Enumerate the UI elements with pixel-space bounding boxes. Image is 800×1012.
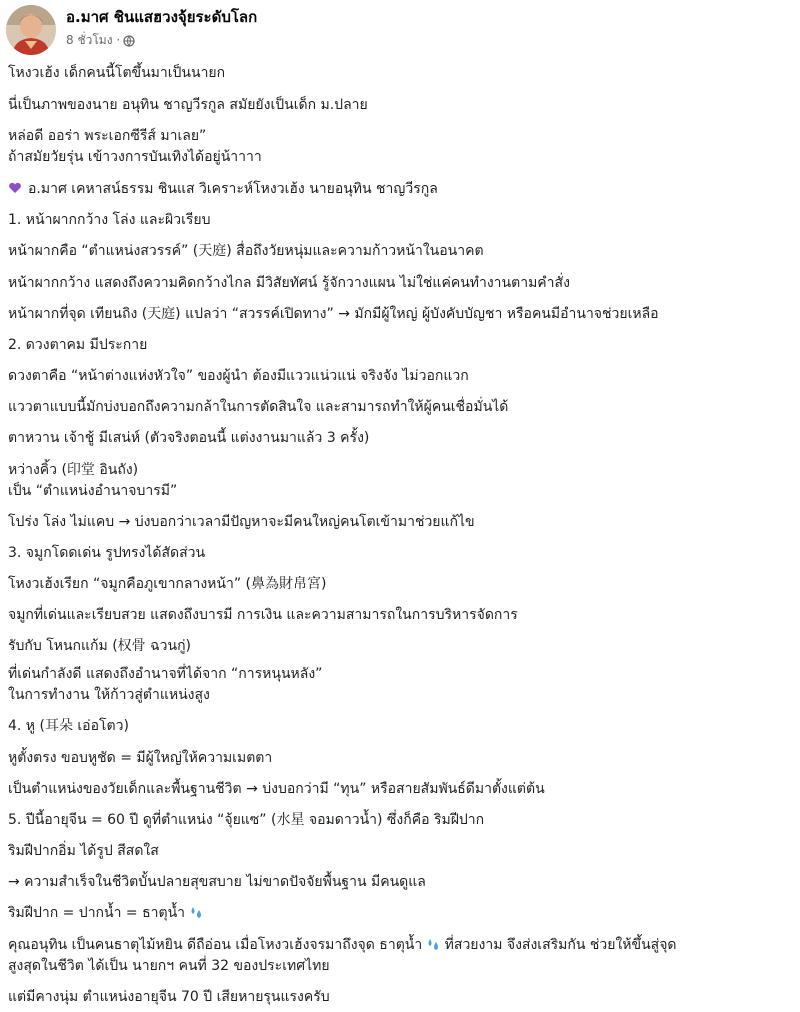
post-line: จมูกที่เด่นและเรียบสวย แสดงถึงบารมี การเงิน และความสามารถในการบริหารจัดการ xyxy=(8,607,518,623)
post-line: โหงวเฮ้ง เด็กคนนี้โตขึ้นมาเป็นนายก xyxy=(8,65,226,81)
post-line: รับกับ โหนกแก้ม (权骨 ฉวนกู่) xyxy=(8,638,192,654)
post-line: ดวงตาคือ “หน้าต่างแห่งหัวใจ” ของผู้นำ ต้องมีแววแน่วแน่ จริงจัง ไม่วอกแวก xyxy=(8,368,469,384)
post-line-with-heart xyxy=(8,180,438,198)
avatar-photo xyxy=(6,5,56,55)
post-line: เป็นตำแหน่งของวัยเด็กและพื้นฐานชีวิต → บ่งบอกว่ามี “ทุน” หรือสายสัมพันธ์ดีมาตั้งแต่ต้น xyxy=(8,781,545,797)
post-line: หว่างคิ้ว (印堂 อินถัง) xyxy=(8,462,139,478)
post-header xyxy=(0,0,800,60)
post-line: นี่เป็นภาพของนาย อนุทิน ชาญวีรกูล สมัยยังเป็นเด็ก ม.ปลาย xyxy=(8,97,368,113)
post-line: → ความสำเร็จในชีวิตบั้นปลายสุขสบาย ไม่ขาดปัจจัยพื้นฐาน มีคนดูแล xyxy=(8,874,426,890)
water-drops-icon xyxy=(426,937,440,951)
globe-icon[interactable] xyxy=(123,35,135,47)
post-line: โหงวเฮ้งเรียก “จมูกคือภูเขากลางหน้า” (鼻為財帛宮) xyxy=(8,576,327,592)
post-line-with-drops xyxy=(8,904,203,922)
post-line: ในการทำงาน ให้ก้าวสู่ตำแหน่งสูง xyxy=(8,687,210,703)
post-meta xyxy=(66,31,135,50)
post-line: 2. ดวงตาคม มีประกาย xyxy=(8,337,148,353)
post-timestamp[interactable]: 8 ชั่วโมง · xyxy=(66,33,121,47)
post-line: ตาหวาน เจ้าชู้ มีเสน่ห์ (ตัวจริงตอนนี้ แต่งงานมาแล้ว 3 ครั้ง) xyxy=(8,430,370,446)
post-line: หน้าผากคือ “ตำแหน่งสวรรค์” (天庭) สื่อถึงวัยหนุ่มและความก้าวหน้าในอนาคต xyxy=(8,243,484,259)
post-line: ถ้าสมัยวัยรุ่น เข้าวงการบันเทิงได้อยู่น้าาาา xyxy=(8,149,262,165)
author-name[interactable]: อ.มาศ ชินแสฮวงจุ้ยระดับโลก xyxy=(66,8,258,26)
post-line: หูตั้งตรง ขอบหูชัด = มีผู้ใหญ่ให้ความเมตตา xyxy=(8,750,273,766)
heading-text: อ.มาศ เคหาสน์ธรรม ชินแส วิเคราะห์โหงวเฮ้ง นายอนุทิน ชาญวีรกูล xyxy=(28,181,438,197)
post-line: หน้าผากที่จุด เทียนถิง (天庭) แปลว่า “สวรรค์เปิดทาง” → มักมีผู้ใหญ่ ผู้บังคับบัญชา หรือคนมีอำนาจช่วยเหลือ xyxy=(8,306,659,322)
post-line: สูงสุดในชีวิต ได้เป็น นายกฯ คนที่ 32 ของประเทศไทย xyxy=(8,958,330,974)
element-line-continuation: ที่สวยงาม จึงส่งเสริมกัน ช่วยให้ขึ้นสู่จุด xyxy=(444,937,677,953)
post-line: 5. ปีนี้อายุจีน = 60 ปี ดูที่ตำแหน่ง “จุ้ยแซ” (水星 จอมดาวน้ำ) ซึ่งก็คือ ริมฝีปาก xyxy=(8,812,485,828)
post-line: แต่มีคางนุ่ม ตำแหน่งอายุจีน 70 ปี เสียหายรุนแรงครับ xyxy=(8,989,330,1005)
purple-heart-icon xyxy=(8,182,22,194)
author-avatar[interactable] xyxy=(6,5,56,55)
water-drops-icon xyxy=(189,905,203,919)
post-line: ที่เด่นกำลังดี แสดงถึงอำนาจที่ได้จาก “การหนุนหลัง” xyxy=(8,666,323,682)
post-line: เป็น “ตำแหน่งอำนาจบารมี” xyxy=(8,483,178,499)
post-line: ริมฝีปากอิ่ม ได้รูป สีสดใส xyxy=(8,843,159,859)
water-line-text: ริมฝีปาก = ปากน้ำ = ธาตุน้ำ xyxy=(8,905,186,921)
post-line: หล่อดี ออร่า พระเอกซีรีส์ มาเลย” xyxy=(8,128,207,144)
post-line-with-drops xyxy=(8,936,677,954)
post-line: โปร่ง โล่ง ไม่แคบ → บ่งบอกว่าเวลามีปัญหาจะมีคนใหญ่คนโตเข้ามาช่วยแก้ไข xyxy=(8,514,475,530)
post-line: 3. จมูกโดดเด่น รูปทรงได้สัดส่วน xyxy=(8,545,206,561)
post-line: 4. หู (耳朵 เอ่อโตว) xyxy=(8,718,129,734)
post-line: หน้าผากกว้าง แสดงถึงความคิดกว้างไกล มีวิสัยทัศน์ รู้จักวางแผน ไม่ใช่แค่คนทำงานตามคำสั่ง xyxy=(8,275,570,291)
element-line-text: คุณอนุทิน เป็นคนธาตุไม้หยิน ดีถือ่อน เมื่อโหงวเฮ้งจรมาถึงจุด ธาตุน้ำ xyxy=(8,937,423,953)
post-line: แววตาแบบนี้มักบ่งบอกถึงความกล้าในการตัดสินใจ และสามารถทำให้ผู้คนเชื่อมั่นได้ xyxy=(8,399,509,415)
post-line: 1. หน้าผากกว้าง โล่ง และผิวเรียบ xyxy=(8,212,211,228)
